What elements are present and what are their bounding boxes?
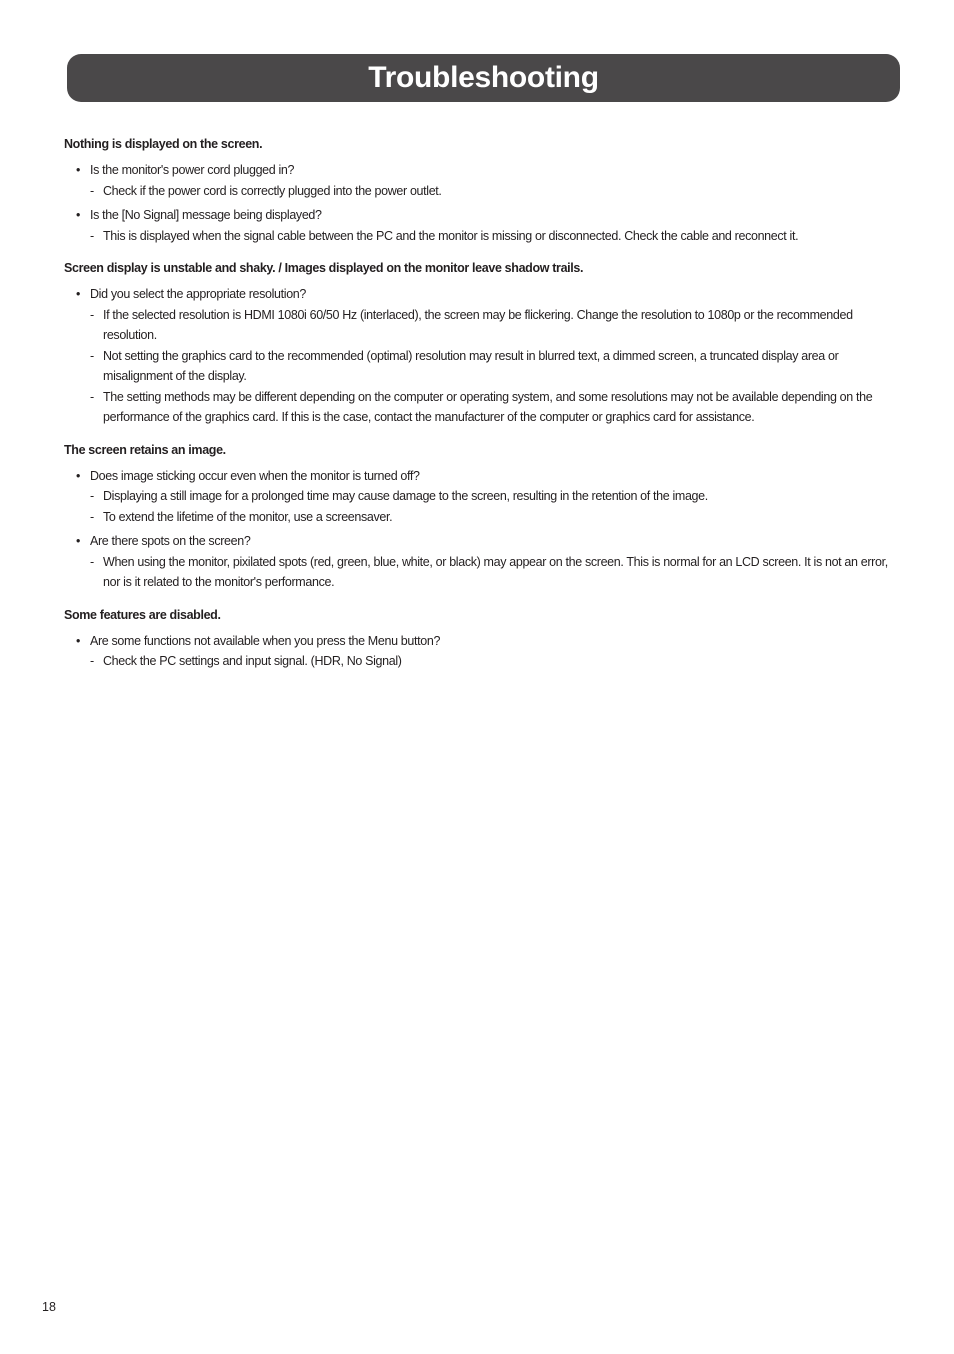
answer-item — [64, 507, 890, 528]
section-no-display — [64, 134, 890, 246]
question-group — [64, 160, 890, 201]
section-image-retention — [64, 440, 890, 593]
section-heading: Nothing is displayed on the screen. — [64, 137, 263, 151]
question-item — [64, 531, 890, 552]
question-group — [64, 284, 890, 428]
dash-icon: - — [90, 183, 94, 198]
dash-icon: - — [90, 348, 94, 363]
answer-text: The setting methods may be different depending on the computer or operating system, and some resolutions may not be available depending on the performance of the graphics card. If this is the case, contact the manufacturer of the computer or graphics card for assistance. — [103, 389, 873, 424]
bullet-icon: • — [76, 633, 81, 648]
troubleshooting-content — [64, 134, 890, 684]
page-title: Troubleshooting — [368, 61, 599, 94]
answer-text: If the selected resolution is HDMI 1080i 60/50 Hz (interlaced), the screen may be flickering. Change the resolution to 1080p or the recommended resolution. — [103, 307, 853, 342]
section-heading: Screen display is unstable and shaky. / Images displayed on the monitor leave shadow trails. — [64, 261, 584, 275]
dash-icon: - — [90, 489, 94, 503]
question-text: Are some functions not available when you press the Menu button? — [90, 633, 441, 648]
answer-item — [64, 305, 890, 346]
question-text: Did you select the appropriate resolution? — [90, 287, 306, 301]
dash-icon: - — [90, 307, 94, 322]
dash-icon: - — [90, 228, 94, 243]
dash-icon: - — [90, 554, 94, 569]
bullet-icon: • — [76, 208, 81, 222]
question-text: Are there spots on the screen? — [90, 534, 251, 548]
question-item — [64, 466, 890, 487]
question-group — [64, 205, 890, 246]
question-item — [64, 284, 890, 305]
dash-icon: - — [90, 509, 94, 524]
dash-icon: - — [90, 654, 94, 668]
question-item — [64, 160, 890, 181]
answer-item — [64, 226, 890, 247]
section-heading: The screen retains an image. — [64, 442, 226, 457]
bullet-icon: • — [76, 468, 81, 483]
question-group — [64, 531, 890, 593]
answer-text: Displaying a still image for a prolonged time may cause damage to the screen, resulting in the retention of the image. — [103, 489, 708, 503]
answer-item — [64, 552, 890, 593]
answer-item — [64, 651, 890, 672]
answer-text: This is displayed when the signal cable between the PC and the monitor is missing or disconnected. Check the cable and reconnect it. — [103, 228, 799, 243]
answer-item — [64, 346, 890, 387]
answer-text: When using the monitor, pixilated spots (red, green, blue, white, or black) may appear on the screen. This is normal for an LCD screen. It is not an error, nor is it related to the monitor's performance. — [103, 554, 888, 589]
section-features-disabled — [64, 605, 890, 672]
bullet-icon: • — [76, 534, 81, 548]
answer-text: To extend the lifetime of the monitor, use a screensaver. — [103, 509, 393, 524]
answer-item — [64, 181, 890, 202]
answer-text: Not setting the graphics card to the recommended (optimal) resolution may result in blurred text, a dimmed screen, a truncated display area or misalignment of the display. — [103, 348, 839, 383]
page-number: 18 — [42, 1300, 56, 1314]
answer-text: Check the PC settings and input signal. (HDR, No Signal) — [103, 654, 402, 668]
question-item — [64, 631, 890, 652]
bullet-icon: • — [76, 163, 81, 177]
dash-icon: - — [90, 389, 94, 404]
answer-item — [64, 387, 890, 428]
question-text: Is the monitor's power cord plugged in? — [90, 163, 295, 177]
question-item — [64, 205, 890, 226]
question-group — [64, 466, 890, 528]
answer-text: Check if the power cord is correctly plugged into the power outlet. — [103, 183, 442, 198]
answer-item — [64, 486, 890, 507]
bullet-icon: • — [76, 287, 81, 301]
title-bar — [67, 54, 900, 102]
section-unstable-display — [64, 258, 890, 428]
question-group — [64, 631, 890, 672]
section-heading: Some features are disabled. — [64, 607, 221, 622]
question-text: Is the [No Signal] message being displayed? — [90, 208, 322, 222]
question-text: Does image sticking occur even when the monitor is turned off? — [90, 468, 420, 483]
